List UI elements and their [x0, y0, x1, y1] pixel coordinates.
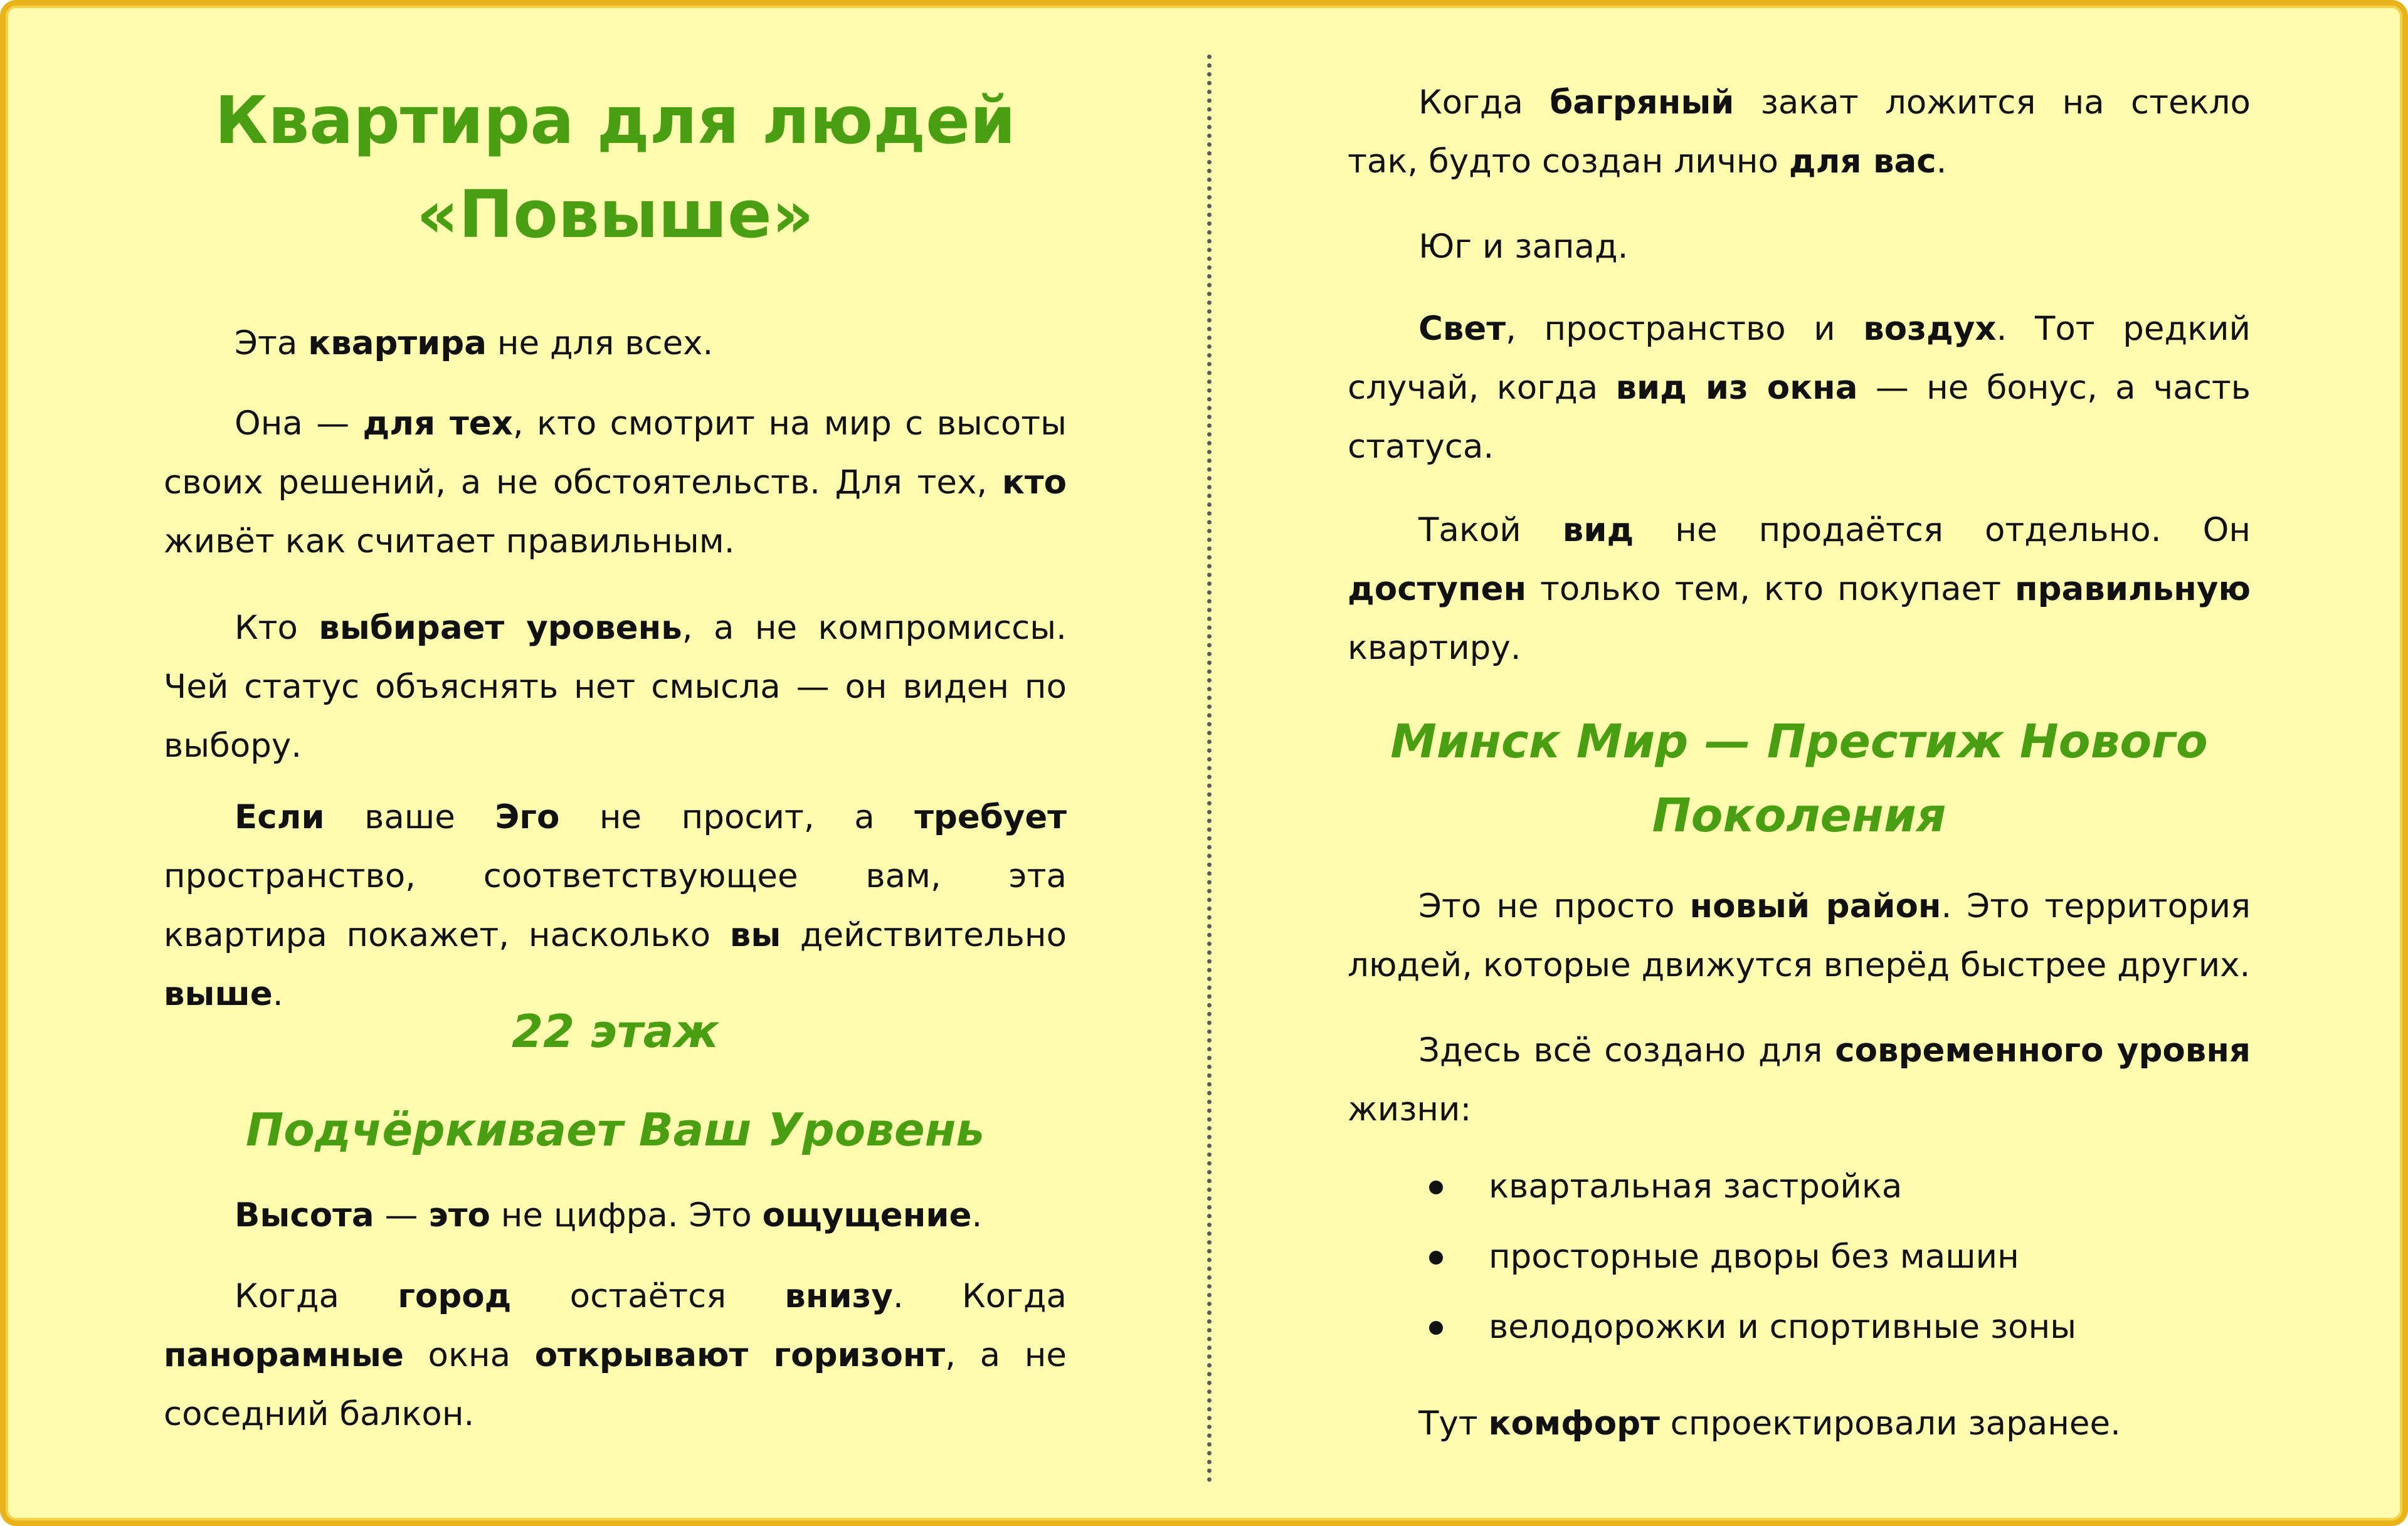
paragraph-comfort: Тут комфорт спроектировали заранее. [1418, 1404, 2121, 1443]
paragraph-city: Когда город остаётся внизу. Когда панорамные окна открывают горизонт, а не соседний балкон. [164, 1277, 1067, 1433]
page-title [164, 73, 1067, 261]
paragraph-modern-level: Здесь всё создано для современного уровня жизни: [1348, 1031, 2251, 1129]
paragraph-height: Высота — это не цифра. Это ощущение. [235, 1196, 983, 1234]
paragraph-sunset: Когда багряный закат ложится на стекло так, будто создан лично для вас. [1348, 83, 2251, 181]
bullet-icon [1429, 1181, 1443, 1194]
bullet-icon [1429, 1251, 1443, 1265]
title-line-2: «Повыше» [416, 176, 814, 253]
features-list [1348, 1152, 2251, 1362]
paragraph-view: Такой вид не продаётся отдельно. Он доступен только тем, кто покупает правильную квартиру. [1348, 511, 2251, 667]
heading-floor: 22 этаж [512, 1005, 719, 1058]
paragraph-for-whom: Она — для тех, кто смотрит на мир с высоты своих решений, а не обстоятельств. Для тех, кто живёт как считает правильным. [164, 404, 1067, 560]
list-item: квартальная застройка [1348, 1152, 2251, 1222]
paragraph-intro: Эта квартира не для всех. [235, 324, 714, 362]
paragraph-level: Кто выбирает уровень, а не компромиссы. Чей статус объяснять нет смысла — он виден по выбору. [164, 609, 1067, 765]
list-item: велодорожки и спортивные зоны [1348, 1292, 2251, 1362]
paragraph-orientation: Юг и запад. [1418, 228, 1629, 266]
heading-minsk-mir [1348, 705, 2251, 853]
column-divider [1207, 55, 1212, 1483]
paragraph-district: Это не просто новый район. Это территория людей, которые движутся вперёд быстрее других. [1348, 887, 2251, 984]
paragraph-ego: Если ваше Эго не просит, а требует пространство, соответствующее вам, эта квартира покажет, насколько вы действительно выше. [164, 798, 1067, 1013]
paragraph-light: Свет, пространство и воздух. Тот редкий случай, когда вид из окна — не бонус, а часть статуса. [1348, 310, 2251, 466]
list-item: просторные дворы без машин [1348, 1222, 2251, 1292]
heading-level: Подчёркивает Ваш Уровень [246, 1103, 985, 1156]
heading-line-1: Минск Мир — Престиж Нового [1390, 715, 2208, 769]
heading-line-2: Поколения [1652, 789, 1946, 843]
title-line-1: Квартира для людей [214, 82, 1016, 159]
bullet-icon [1429, 1321, 1443, 1335]
